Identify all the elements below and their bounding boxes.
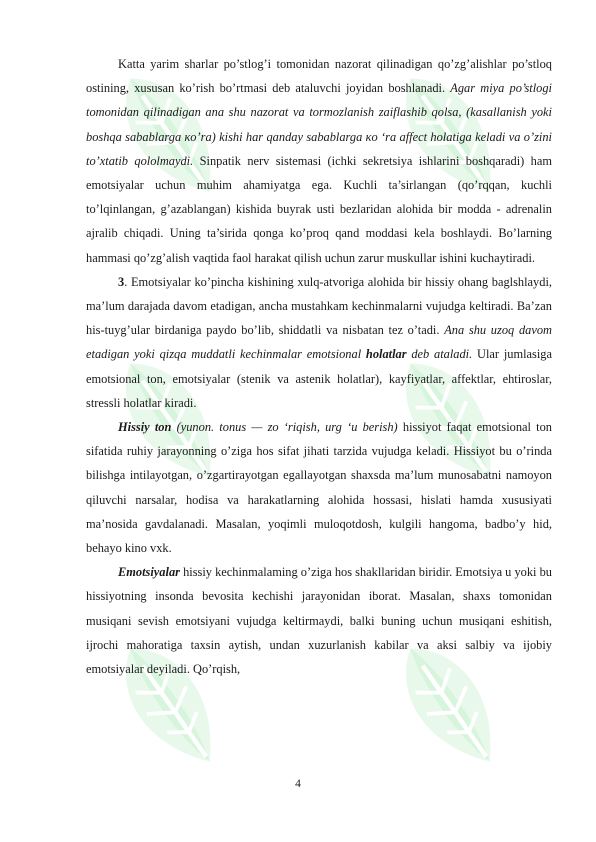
document-body	[86, 52, 552, 681]
text-segment: Ana shu uzoq davom etadigan yoki qizqa muddatli kechinmalar emotsional	[86, 323, 552, 362]
text-segment: Sinpatik nerv sistemasi (ichki sekretsiya ishlarini boshqaradi) ham emotsiyalar uchun muhim ahamiyatga ega. Kuchli ta’sirlangan (qo’rqqan, kuchli to’lqinlangan, g’azablangan) kishida buyrak usti bezlaridan alohida bir modda - adrenalin ajralib chiqadi. Uning ta’sirida qonga ko’proq qand moddasi kela boshlaydi. Bo’larning hammasi qo’zg’alish vaqtida faol harakat qilish uchun zarur muskullar ishini kuchaytiradi.	[86, 153, 552, 265]
text-segment: Hissiy ton	[118, 420, 172, 435]
text-segment: . Emotsiyalar ko’pincha kishining xulq-atvoriga alohida bir hissiy ohang baglshlaydi, ma’lum darajada davom etadigan, ancha mustahkam kechinmalarni vujudga keltiradi. Ba’zan his-tuyg’ular birdaniga paydo bo’lib, shiddatli va nisbatan tez o’tadi.	[86, 274, 552, 338]
paragraph	[86, 560, 552, 681]
paragraph	[86, 270, 552, 415]
text-segment: (yunon. tonus — zo ‘riqish, urg ‘u berish)	[171, 420, 398, 435]
page-number: 4	[295, 778, 301, 790]
text-segment: Ular jumlasiga emotsional ton, emotsiyalar (stenik va astenik holatlar), kayfiyatlar, affektlar, ehtiroslar, stressli holatlar kiradi.	[86, 347, 552, 410]
text-segment: deb ataladi.	[406, 347, 473, 362]
paragraph	[86, 415, 552, 560]
text-segment: Agar miya po’stlogi tomonidan qilinadigan ana shu nazorat va tormozlanish zaiflashib qolsa, (kasallanish yoki boshqa sabablarga кo’ra) kishi har qanday sabablarga кo ‘ra affect holatiga keladi va o’zini to’xtatib qololmaydi.	[86, 81, 552, 168]
text-segment: Emotsiyalar	[118, 565, 180, 580]
text-segment: hissiy kechinmalaming o’ziga hos shakllaridan biridir. Emotsiya u yoki bu hissiyotning insonda bevosita kechishi jarayonidan iborat. Masalan, shaxs tomonidan musiqani sevish emotsiyani vujudga keltirmaydi, balki buning uchun musiqani eshitish, ijrochi mahoratiga taxsin aytish, undan xuzurlanish kabilar va aksi salbiy va ijobiy emotsiyalar deyiladi. Qo’rqish,	[86, 565, 552, 677]
paragraph	[86, 52, 552, 270]
text-segment: holatlar	[365, 347, 407, 362]
text-segment: hissiyot faqat emotsional ton sifatida ruhiy jarayonning o’ziga hos sifat jihati tarzida vujudga keladi. Hissiyot bu o’rinda bilishga intilayotgan, o’zgartirayotgan egallayotgan shaxsda ma’lum munosabatni namoyon qiluvchi narsalar, hodisa va harakatlarning alohida hossasi, hislati hamda xususiyati ma’nosida gavdalanadi. Masalan, yoqimli muloqotdosh, kulgili hangoma, badbo’y hid, behayo kino vxk.	[86, 420, 552, 556]
text-segment: Katta yarim sharlar po’stlog’i tomonidan nazorat qilinadigan qo’zg’alishlar po’stloq ostining, xususan ko’rish bo’rtmasi deb ataluvchi joyidan boshlanadi.	[86, 57, 552, 96]
text-segment: 3	[118, 274, 125, 289]
